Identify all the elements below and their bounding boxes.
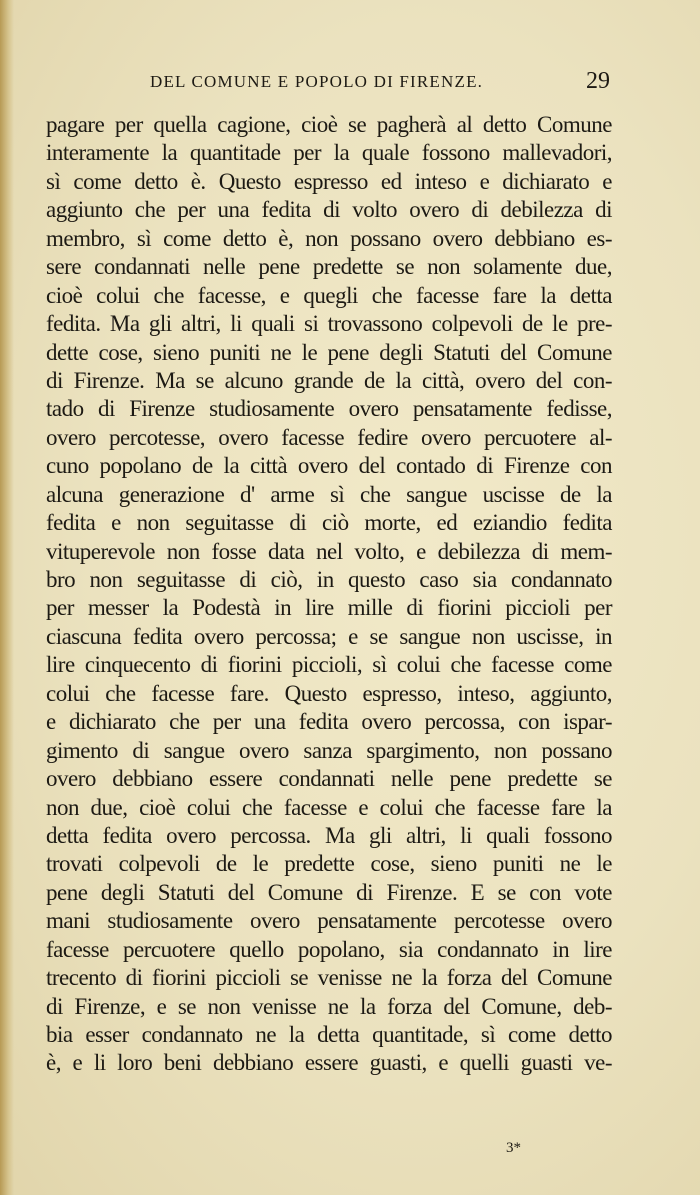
text-line: aggiunto che per una fedita di volto overo di debilezza di	[46, 197, 612, 223]
text-line: ciascuna fedita overo percossa; e se sangue non uscisse, in	[46, 623, 612, 649]
text-line: è, e li loro beni debbiano essere guasti, e quelli guasti ve-	[46, 1050, 612, 1076]
text-line: sere condannati nelle pene predette se non solamente due,	[46, 254, 612, 280]
text-line: mani studiosamente overo pensatamente percotesse overo	[46, 908, 612, 934]
text-line: trovati colpevoli de le predette cose, sieno puniti ne le	[46, 851, 612, 877]
running-title: DEL COMUNE E POPOLO DI FIRENZE.	[150, 72, 484, 91]
running-head	[0, 68, 700, 102]
text-line: sì come detto è. Questo espresso ed inteso e dichiarato e	[46, 168, 612, 194]
text-line: fedita e non seguitasse di ciò morte, ed eziandio fedita	[46, 510, 612, 536]
text-line: pagare per quella cagione, cioè se pagherà al detto Comune	[46, 112, 612, 137]
text-line: pene degli Statuti del Comune di Firenze. E se con vote	[46, 879, 612, 905]
page-gutter-shadow	[0, 0, 14, 1195]
signature-mark: 3*	[506, 1140, 521, 1156]
text-line: bia esser condannato ne la detta quantitade, sì come detto	[46, 1022, 612, 1047]
text-line: di Firenze. Ma se alcuno grande de la città, overo del con-	[46, 367, 612, 393]
text-line: colui che facesse fare. Questo espresso, inteso, aggiunto,	[46, 680, 612, 706]
text-line: membro, sì come detto è, non possano overo debbiano es-	[46, 225, 612, 251]
body-text	[46, 111, 612, 1078]
text-line: cioè colui che facesse, e quegli che facesse fare la detta	[46, 282, 612, 308]
text-line: cuno popolano de la città overo del contado di Firenze con	[46, 453, 612, 479]
text-line: non due, cioè colui che facesse e colui che facesse fare la	[46, 794, 612, 820]
text-line: per messer la Podestà in lire mille di fiorini piccioli per	[46, 595, 612, 621]
text-line: interamente la quantitade per la quale fossono mallevadori,	[46, 140, 612, 166]
text-line: detta fedita overo percossa. Ma gli altri, li quali fossono	[46, 822, 612, 848]
text-line: fedita. Ma gli altri, li quali si trovassono colpevoli de le pre-	[46, 311, 612, 337]
text-line: overo percotesse, overo facesse fedire overo percuotere al-	[46, 424, 612, 450]
text-line: di Firenze, e se non venisse ne la forza del Comune, deb-	[46, 993, 612, 1019]
text-line: trecento di fiorini piccioli se venisse ne la forza del Comune	[46, 965, 612, 991]
text-line: overo debbiano essere condannati nelle pene predette se	[46, 766, 612, 792]
page-number: 29	[586, 68, 610, 94]
text-line: vituperevole non fosse data nel volto, e debilezza di mem-	[46, 538, 612, 564]
text-line: e dichiarato che per una fedita overo percossa, con ispar-	[46, 709, 612, 735]
text-line: bro non seguitasse di ciò, in questo caso sia condannato	[46, 567, 612, 592]
text-line: alcuna generazione d' arme sì che sangue uscisse de la	[46, 481, 612, 507]
text-line: facesse percuotere quello popolano, sia condannato in lire	[46, 936, 612, 962]
text-line: gimento di sangue overo sanza spargimento, non possano	[46, 737, 612, 763]
text-line: dette cose, sieno puniti ne le pene degli Statuti del Comune	[46, 339, 612, 365]
text-line: tado di Firenze studiosamente overo pensatamente fedisse,	[46, 396, 612, 422]
text-line: lire cinquecento di fiorini piccioli, sì colui che facesse come	[46, 652, 612, 678]
